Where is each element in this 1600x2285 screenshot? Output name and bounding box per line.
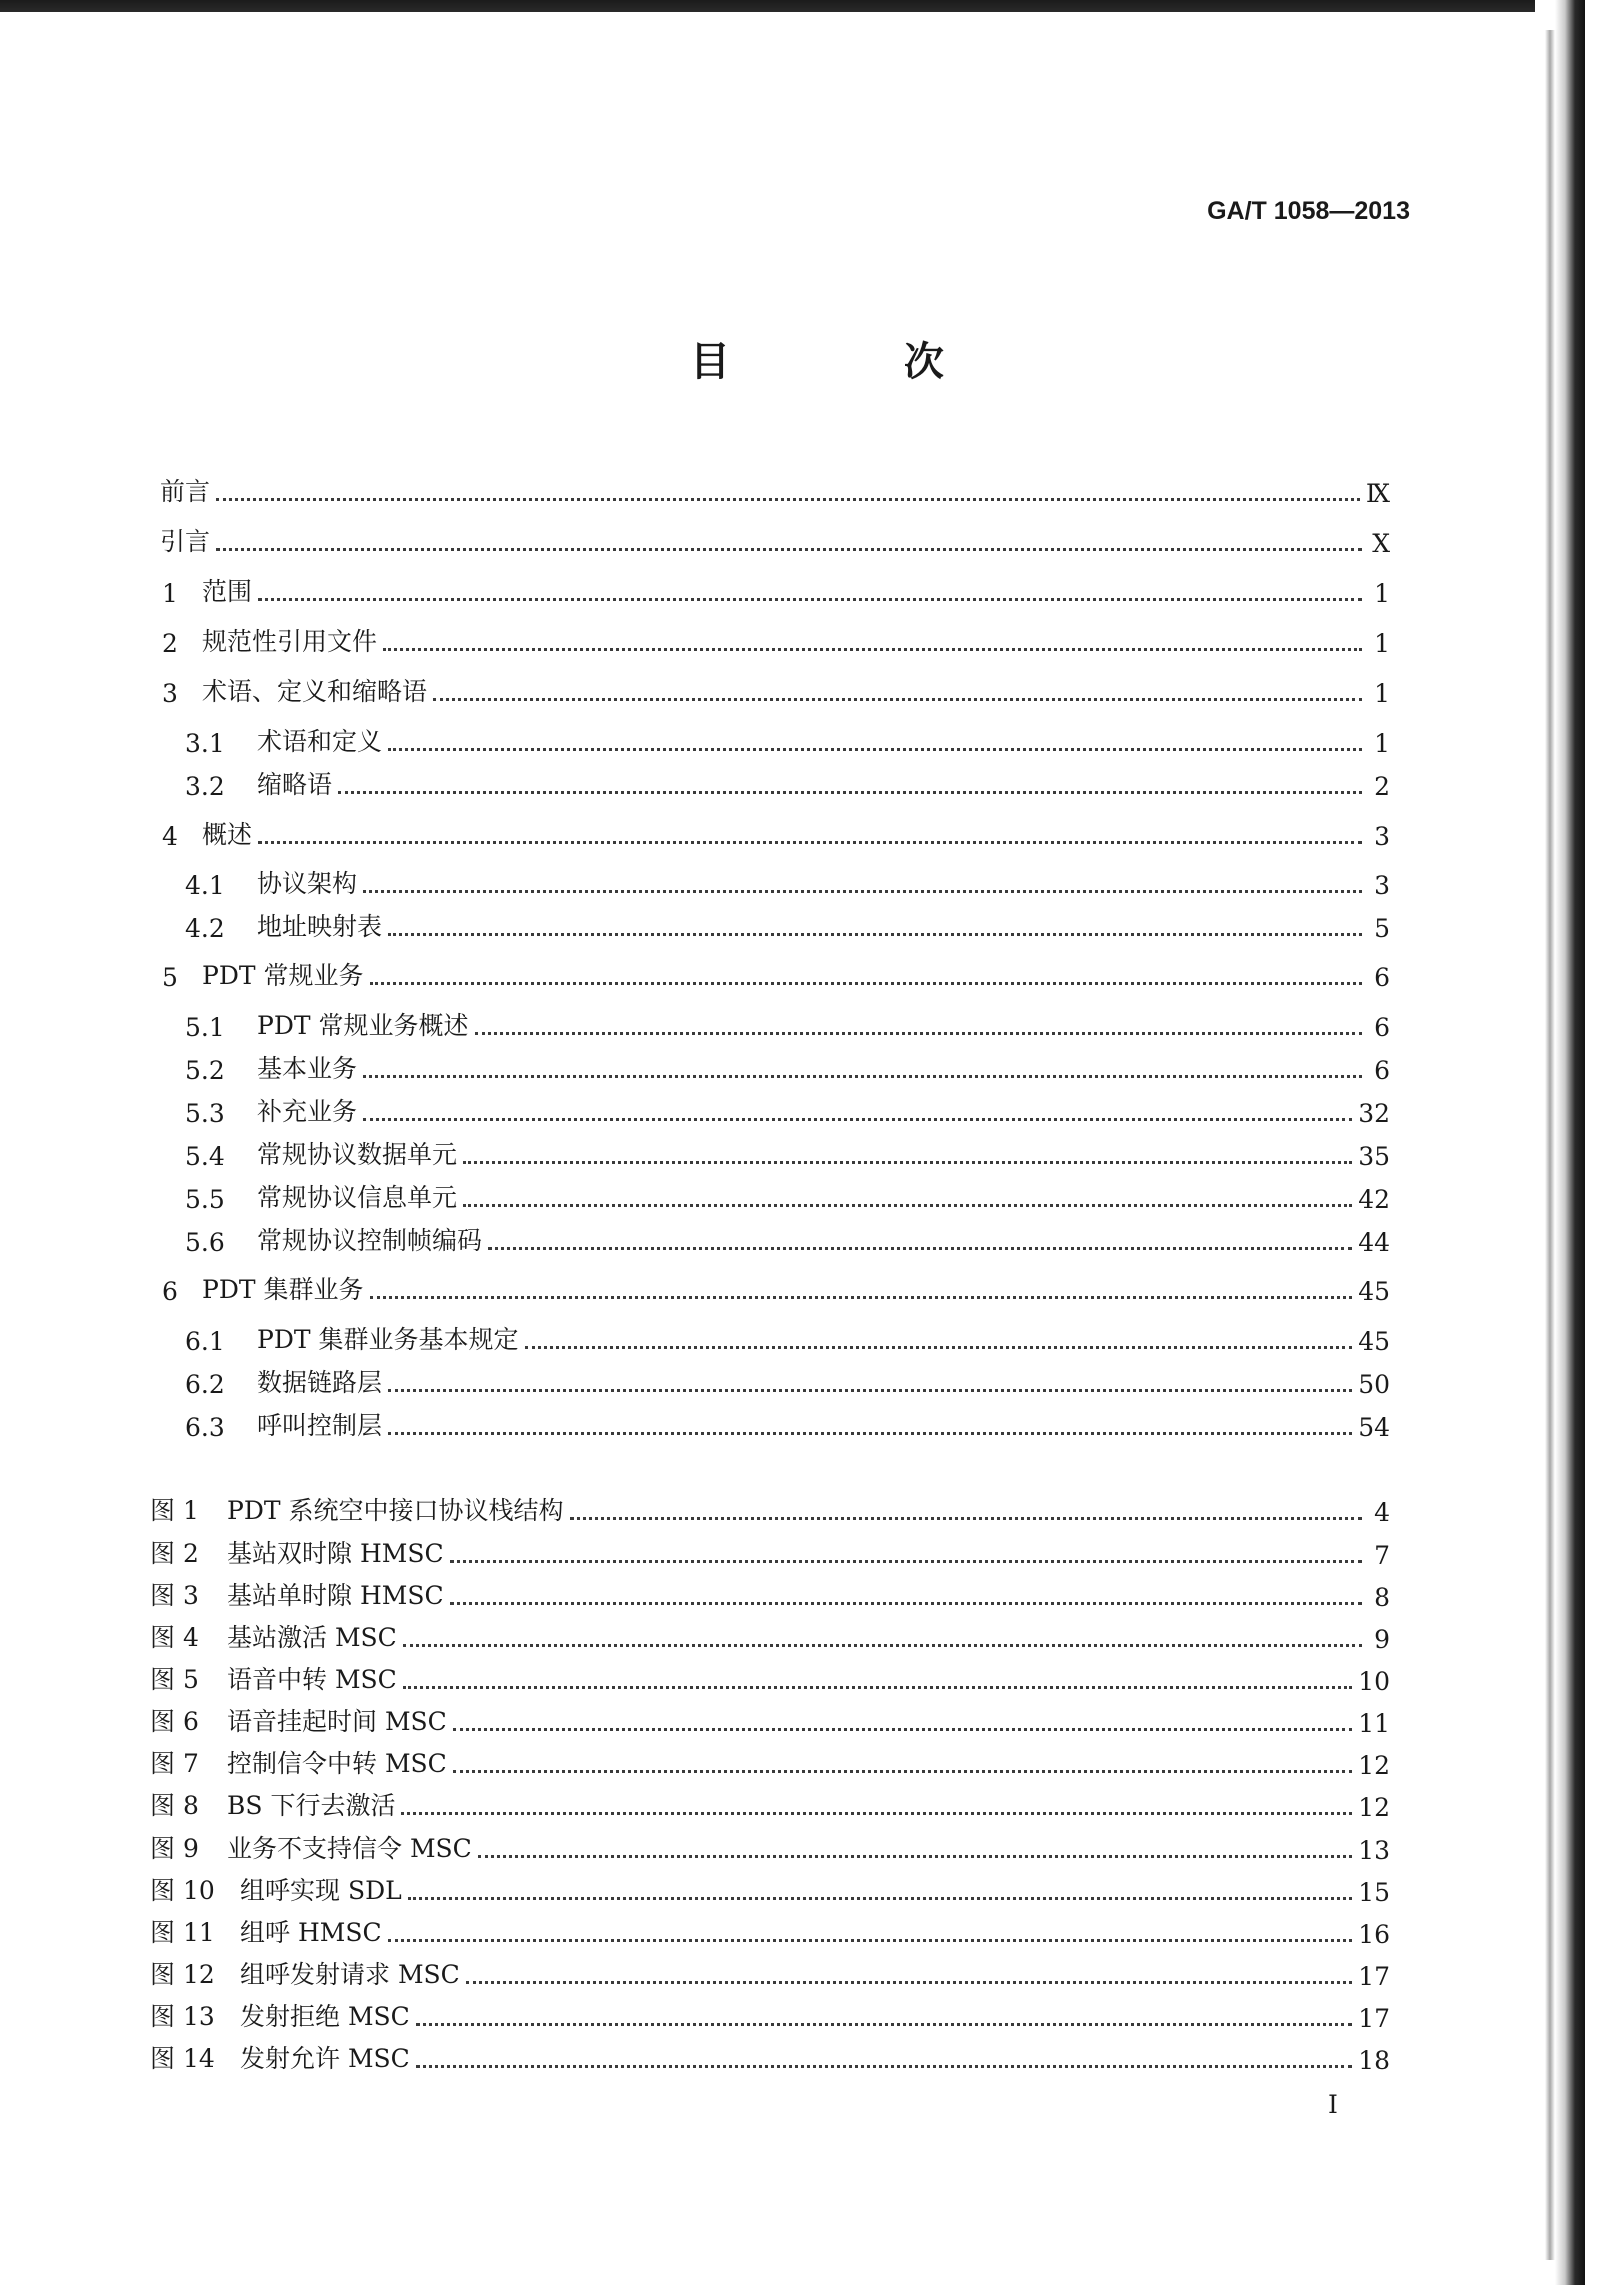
table-of-contents <box>150 0 1390 2285</box>
dot-leader <box>363 1075 1362 1078</box>
toc-entry-page: 1 <box>1374 679 1390 708</box>
dot-leader <box>478 1855 1352 1858</box>
figure-entry-title: BS 下行去激活 <box>227 1791 396 1820</box>
toc-entry-page: 50 <box>1358 1370 1390 1399</box>
toc-entry-number: 5.5 <box>185 1185 225 1214</box>
dot-leader <box>475 1032 1363 1035</box>
toc-entry-page: Ⅸ <box>1365 479 1390 508</box>
toc-entry-6-1[interactable] <box>185 1316 1390 1356</box>
figure-entry-page: 7 <box>1374 1541 1390 1570</box>
dot-leader <box>370 1296 1353 1299</box>
figure-entry-title: 组呼 HMSC <box>240 1918 382 1947</box>
toc-entry-title: 概述 <box>202 820 253 849</box>
figure-entry-page: 8 <box>1374 1583 1390 1612</box>
toc-entry-5-6[interactable] <box>185 1217 1390 1257</box>
toc-entry-number: 4.1 <box>185 871 225 900</box>
figure-entry-14[interactable] <box>150 2035 1390 2075</box>
figure-entry-number: 图 4 <box>150 1623 199 1652</box>
toc-entry-title: 基本业务 <box>257 1054 358 1083</box>
figure-entry-page: 18 <box>1358 2046 1390 2075</box>
toc-entry-title: 呼叫控制层 <box>257 1411 383 1440</box>
figure-entry-title: PDT 系统空中接口协议栈结构 <box>227 1496 564 1525</box>
toc-entry-page: 6 <box>1374 963 1390 992</box>
toc-entry-5-1[interactable] <box>185 1002 1390 1042</box>
figure-entry-page: 4 <box>1374 1498 1390 1527</box>
figure-entry-6[interactable] <box>150 1698 1390 1738</box>
figure-entry-title: 组呼发射请求 MSC <box>240 1960 460 1989</box>
figure-entry-9[interactable] <box>150 1825 1390 1865</box>
toc-entry-title: 常规协议控制帧编码 <box>257 1226 483 1255</box>
toc-entry-title: PDT 集群业务 <box>202 1275 364 1304</box>
figure-entry-page: 10 <box>1358 1667 1390 1696</box>
dot-leader <box>370 982 1363 985</box>
dot-leader <box>383 648 1362 651</box>
toc-entry-title: 地址映射表 <box>257 912 383 941</box>
toc-entry-5-3[interactable] <box>185 1088 1390 1128</box>
toc-entry-3-1[interactable] <box>185 718 1390 758</box>
figure-entry-page: 13 <box>1358 1836 1390 1865</box>
toc-entry-title: 术语、定义和缩略语 <box>202 677 428 706</box>
toc-entry-number: 3 <box>162 679 178 708</box>
figure-entry-7[interactable] <box>150 1740 1390 1780</box>
toc-entry-page: 2 <box>1374 772 1390 801</box>
toc-entry-number: 5.2 <box>185 1056 225 1085</box>
dot-leader <box>338 791 1362 794</box>
scan-border-right <box>1535 0 1585 2285</box>
page-number: I <box>1328 2090 1338 2119</box>
figure-entry-number: 图 11 <box>150 1918 215 1947</box>
toc-entry-5-5[interactable] <box>185 1174 1390 1214</box>
toc-entry-number: 5.3 <box>185 1099 225 1128</box>
toc-entry-title: 引言 <box>160 527 211 556</box>
toc-entry-4-1[interactable] <box>185 860 1390 900</box>
figure-entry-12[interactable] <box>150 1951 1390 1991</box>
toc-entry-number: 5.6 <box>185 1228 225 1257</box>
figure-entry-title: 基站双时隙 HMSC <box>227 1539 444 1568</box>
dot-leader <box>416 2023 1352 2026</box>
figure-entry-2[interactable] <box>150 1530 1390 1570</box>
figure-entry-title: 基站单时隙 HMSC <box>227 1581 444 1610</box>
dot-leader <box>403 1644 1362 1647</box>
toc-entry-title: 规范性引用文件 <box>202 627 378 656</box>
toc-entry-page: 45 <box>1358 1327 1390 1356</box>
toc-entry-title: 数据链路层 <box>257 1368 383 1397</box>
standard-code: GA/T 1058—2013 <box>1207 197 1410 225</box>
figure-entry-number: 图 7 <box>150 1749 199 1778</box>
dot-leader <box>570 1517 1363 1520</box>
figure-entry-page: 12 <box>1358 1793 1390 1822</box>
toc-entry-title: PDT 集群业务基本规定 <box>257 1325 519 1354</box>
toc-entry-2[interactable] <box>162 618 1390 658</box>
toc-entry-page: 6 <box>1374 1013 1390 1042</box>
toc-entry-title: 协议架构 <box>257 869 358 898</box>
dot-leader <box>525 1346 1353 1349</box>
figure-entry-number: 图 6 <box>150 1707 199 1736</box>
figure-entry-title: 发射拒绝 MSC <box>240 2002 410 2031</box>
toc-entry-title: PDT 常规业务概述 <box>257 1011 469 1040</box>
toc-entry-number: 5 <box>162 963 178 992</box>
dot-leader <box>453 1770 1352 1773</box>
dot-leader <box>258 841 1362 844</box>
figure-entry-3[interactable] <box>150 1572 1390 1612</box>
figure-entry-number: 图 1 <box>150 1496 199 1525</box>
dot-leader <box>463 1161 1352 1164</box>
figure-entry-number: 图 9 <box>150 1834 199 1863</box>
figure-entry-page: 11 <box>1358 1709 1390 1738</box>
figure-entry-10[interactable] <box>150 1867 1390 1907</box>
toc-entry-1[interactable] <box>162 568 1390 608</box>
toc-entry-page: 1 <box>1374 629 1390 658</box>
toc-entry-title: 缩略语 <box>257 770 333 799</box>
figure-entry-title: 语音中转 MSC <box>227 1665 397 1694</box>
figure-entry-page: 15 <box>1358 1878 1390 1907</box>
dot-leader <box>258 598 1362 601</box>
dot-leader <box>450 1560 1362 1563</box>
dot-leader <box>433 698 1362 701</box>
dot-leader <box>450 1602 1362 1605</box>
toc-entry-6-3[interactable] <box>185 1402 1390 1442</box>
toc-entry-page: 54 <box>1358 1413 1390 1442</box>
figure-entry-13[interactable] <box>150 1993 1390 2033</box>
toc-entry-number: 6.1 <box>185 1327 225 1356</box>
toc-entry-6-2[interactable] <box>185 1359 1390 1399</box>
dot-leader <box>388 1432 1352 1435</box>
toc-entry-page: 1 <box>1374 579 1390 608</box>
toc-entry-page: 3 <box>1374 822 1390 851</box>
figure-entry-number: 图 13 <box>150 2002 215 2031</box>
dot-leader <box>408 1897 1352 1900</box>
figure-entry-5[interactable] <box>150 1656 1390 1696</box>
figure-entry-page: 12 <box>1358 1751 1390 1780</box>
toc-entry-page: 3 <box>1374 871 1390 900</box>
dot-leader <box>453 1728 1352 1731</box>
figure-entry-number: 图 10 <box>150 1876 215 1905</box>
dot-leader <box>388 748 1362 751</box>
toc-entry-foreword[interactable] <box>160 468 1390 508</box>
toc-entry-title: 常规协议信息单元 <box>257 1183 458 1212</box>
dot-leader <box>401 1812 1352 1815</box>
toc-entry-number: 2 <box>162 629 178 658</box>
dot-leader <box>388 1389 1352 1392</box>
toc-entry-page: 42 <box>1358 1185 1390 1214</box>
toc-entry-title: PDT 常规业务 <box>202 961 364 990</box>
figure-entry-number: 图 14 <box>150 2044 215 2073</box>
toc-entry-page: 35 <box>1358 1142 1390 1171</box>
toc-entry-title: 补充业务 <box>257 1097 358 1126</box>
page-title: 目 次 <box>690 338 1024 385</box>
figure-entry-4[interactable] <box>150 1614 1390 1654</box>
dot-leader <box>216 498 1360 501</box>
dot-leader <box>403 1686 1352 1689</box>
figure-entry-title: 控制信令中转 MSC <box>227 1749 447 1778</box>
toc-entry-5-4[interactable] <box>185 1131 1390 1171</box>
figure-entry-page: 9 <box>1374 1625 1390 1654</box>
dot-leader <box>388 933 1362 936</box>
dot-leader <box>488 1247 1352 1250</box>
toc-entry-introduction[interactable] <box>160 518 1390 558</box>
toc-entry-number: 3.1 <box>185 729 225 758</box>
dot-leader <box>216 548 1362 551</box>
toc-entry-number: 6.3 <box>185 1413 225 1442</box>
figure-entry-8[interactable] <box>150 1782 1390 1822</box>
toc-entry-page: 1 <box>1374 729 1390 758</box>
toc-entry-page: 6 <box>1374 1056 1390 1085</box>
toc-entry-title: 术语和定义 <box>257 727 383 756</box>
toc-entry-4[interactable] <box>162 811 1390 851</box>
toc-entry-number: 3.2 <box>185 772 225 801</box>
figure-entry-number: 图 2 <box>150 1539 199 1568</box>
toc-entry-page: 5 <box>1374 914 1390 943</box>
dot-leader <box>463 1204 1352 1207</box>
figure-entry-page: 17 <box>1358 1962 1390 1991</box>
toc-entry-title: 前言 <box>160 477 211 506</box>
figure-entry-title: 组呼实现 SDL <box>240 1876 402 1905</box>
toc-entry-5[interactable] <box>162 952 1390 992</box>
toc-entry-title: 常规协议数据单元 <box>257 1140 458 1169</box>
toc-entry-5-2[interactable] <box>185 1045 1390 1085</box>
figure-entry-title: 业务不支持信令 MSC <box>227 1834 472 1863</box>
toc-entry-number: 6 <box>162 1277 178 1306</box>
toc-entry-3[interactable] <box>162 668 1390 708</box>
toc-entry-page: 45 <box>1358 1277 1390 1306</box>
toc-entry-3-2[interactable] <box>185 761 1390 801</box>
figure-entry-1[interactable] <box>150 1487 1390 1527</box>
figure-entry-title: 基站激活 MSC <box>227 1623 397 1652</box>
dot-leader <box>388 1939 1353 1942</box>
dot-leader <box>363 890 1362 893</box>
toc-entry-number: 4 <box>162 822 178 851</box>
toc-entry-number: 1 <box>162 579 178 608</box>
toc-entry-number: 5.4 <box>185 1142 225 1171</box>
toc-entry-page: Ⅹ <box>1372 529 1390 558</box>
figure-entry-number: 图 5 <box>150 1665 199 1694</box>
toc-entry-page: 44 <box>1358 1228 1390 1257</box>
figure-entry-number: 图 12 <box>150 1960 215 1989</box>
figure-entry-page: 17 <box>1358 2004 1390 2033</box>
dot-leader <box>416 2065 1352 2068</box>
figure-entry-page: 16 <box>1358 1920 1390 1949</box>
dot-leader <box>466 1981 1352 1984</box>
toc-entry-page: 32 <box>1358 1099 1390 1128</box>
figure-entry-11[interactable] <box>150 1909 1390 1949</box>
toc-entry-number: 6.2 <box>185 1370 225 1399</box>
toc-entry-number: 5.1 <box>185 1013 225 1042</box>
figure-entry-number: 图 8 <box>150 1791 199 1820</box>
toc-entry-number: 4.2 <box>185 914 225 943</box>
dot-leader <box>363 1118 1352 1121</box>
figure-entry-title: 语音挂起时间 MSC <box>227 1707 447 1736</box>
figure-entry-number: 图 3 <box>150 1581 199 1610</box>
scan-border-shadow <box>1545 30 1555 2260</box>
toc-entry-4-2[interactable] <box>185 903 1390 943</box>
toc-entry-title: 范围 <box>202 577 253 606</box>
figure-entry-title: 发射允许 MSC <box>240 2044 410 2073</box>
toc-entry-6[interactable] <box>162 1266 1390 1306</box>
